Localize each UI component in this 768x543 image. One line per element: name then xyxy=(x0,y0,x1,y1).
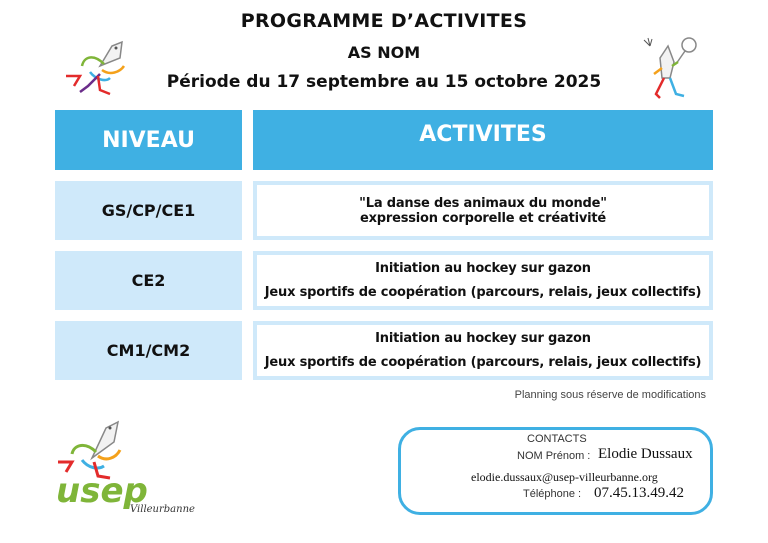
activity-line: Jeux sportifs de coopération (parcours, relais, jeux collectifs) xyxy=(264,284,702,300)
activities-column-header: ACTIVITES xyxy=(253,110,713,170)
name-label: NOM Prénom : xyxy=(517,450,591,462)
disclaimer-text: Planning sous réserve de modifications xyxy=(514,389,706,401)
level-cell: GS/CP/CE1 xyxy=(55,181,242,240)
running-mascot-icon xyxy=(60,36,135,98)
usep-villeurbanne-logo xyxy=(52,418,197,518)
page-title: PROGRAMME D’ACTIVITES xyxy=(240,10,528,32)
phone-label: Téléphone : xyxy=(523,488,582,500)
level-cell: CM1/CM2 xyxy=(55,321,242,380)
school-name: AS NOM xyxy=(347,43,421,62)
contacts-heading: CONTACTS xyxy=(527,433,587,445)
email-link[interactable]: elodie.dussaux@usep-villeurbanne.org xyxy=(471,470,658,484)
activity-line: "La danse des animaux du monde" xyxy=(359,195,607,211)
level-column-header: NIVEAU xyxy=(55,110,242,170)
city-name: Villeurbanne xyxy=(130,504,195,515)
activity-line: Jeux sportifs de coopération (parcours, relais, jeux collectifs) xyxy=(264,354,702,370)
usep-wordmark: usep xyxy=(56,471,148,511)
activity-line: Initiation au hockey sur gazon xyxy=(375,261,591,277)
level-cell: CE2 xyxy=(55,251,242,310)
activities-cell xyxy=(253,321,713,380)
contacts-box xyxy=(398,427,713,515)
activities-cell xyxy=(253,251,713,310)
badminton-mascot-icon xyxy=(640,34,698,106)
activities-cell xyxy=(253,181,713,240)
name-value: Elodie Dussaux xyxy=(598,446,693,462)
phone-value: 07.45.13.49.42 xyxy=(594,485,684,501)
activity-line: expression corporelle et créativité xyxy=(359,210,607,226)
period-text: Période du 17 septembre au 15 octobre 2025 xyxy=(166,72,602,92)
activity-line: Initiation au hockey sur gazon xyxy=(375,331,591,347)
